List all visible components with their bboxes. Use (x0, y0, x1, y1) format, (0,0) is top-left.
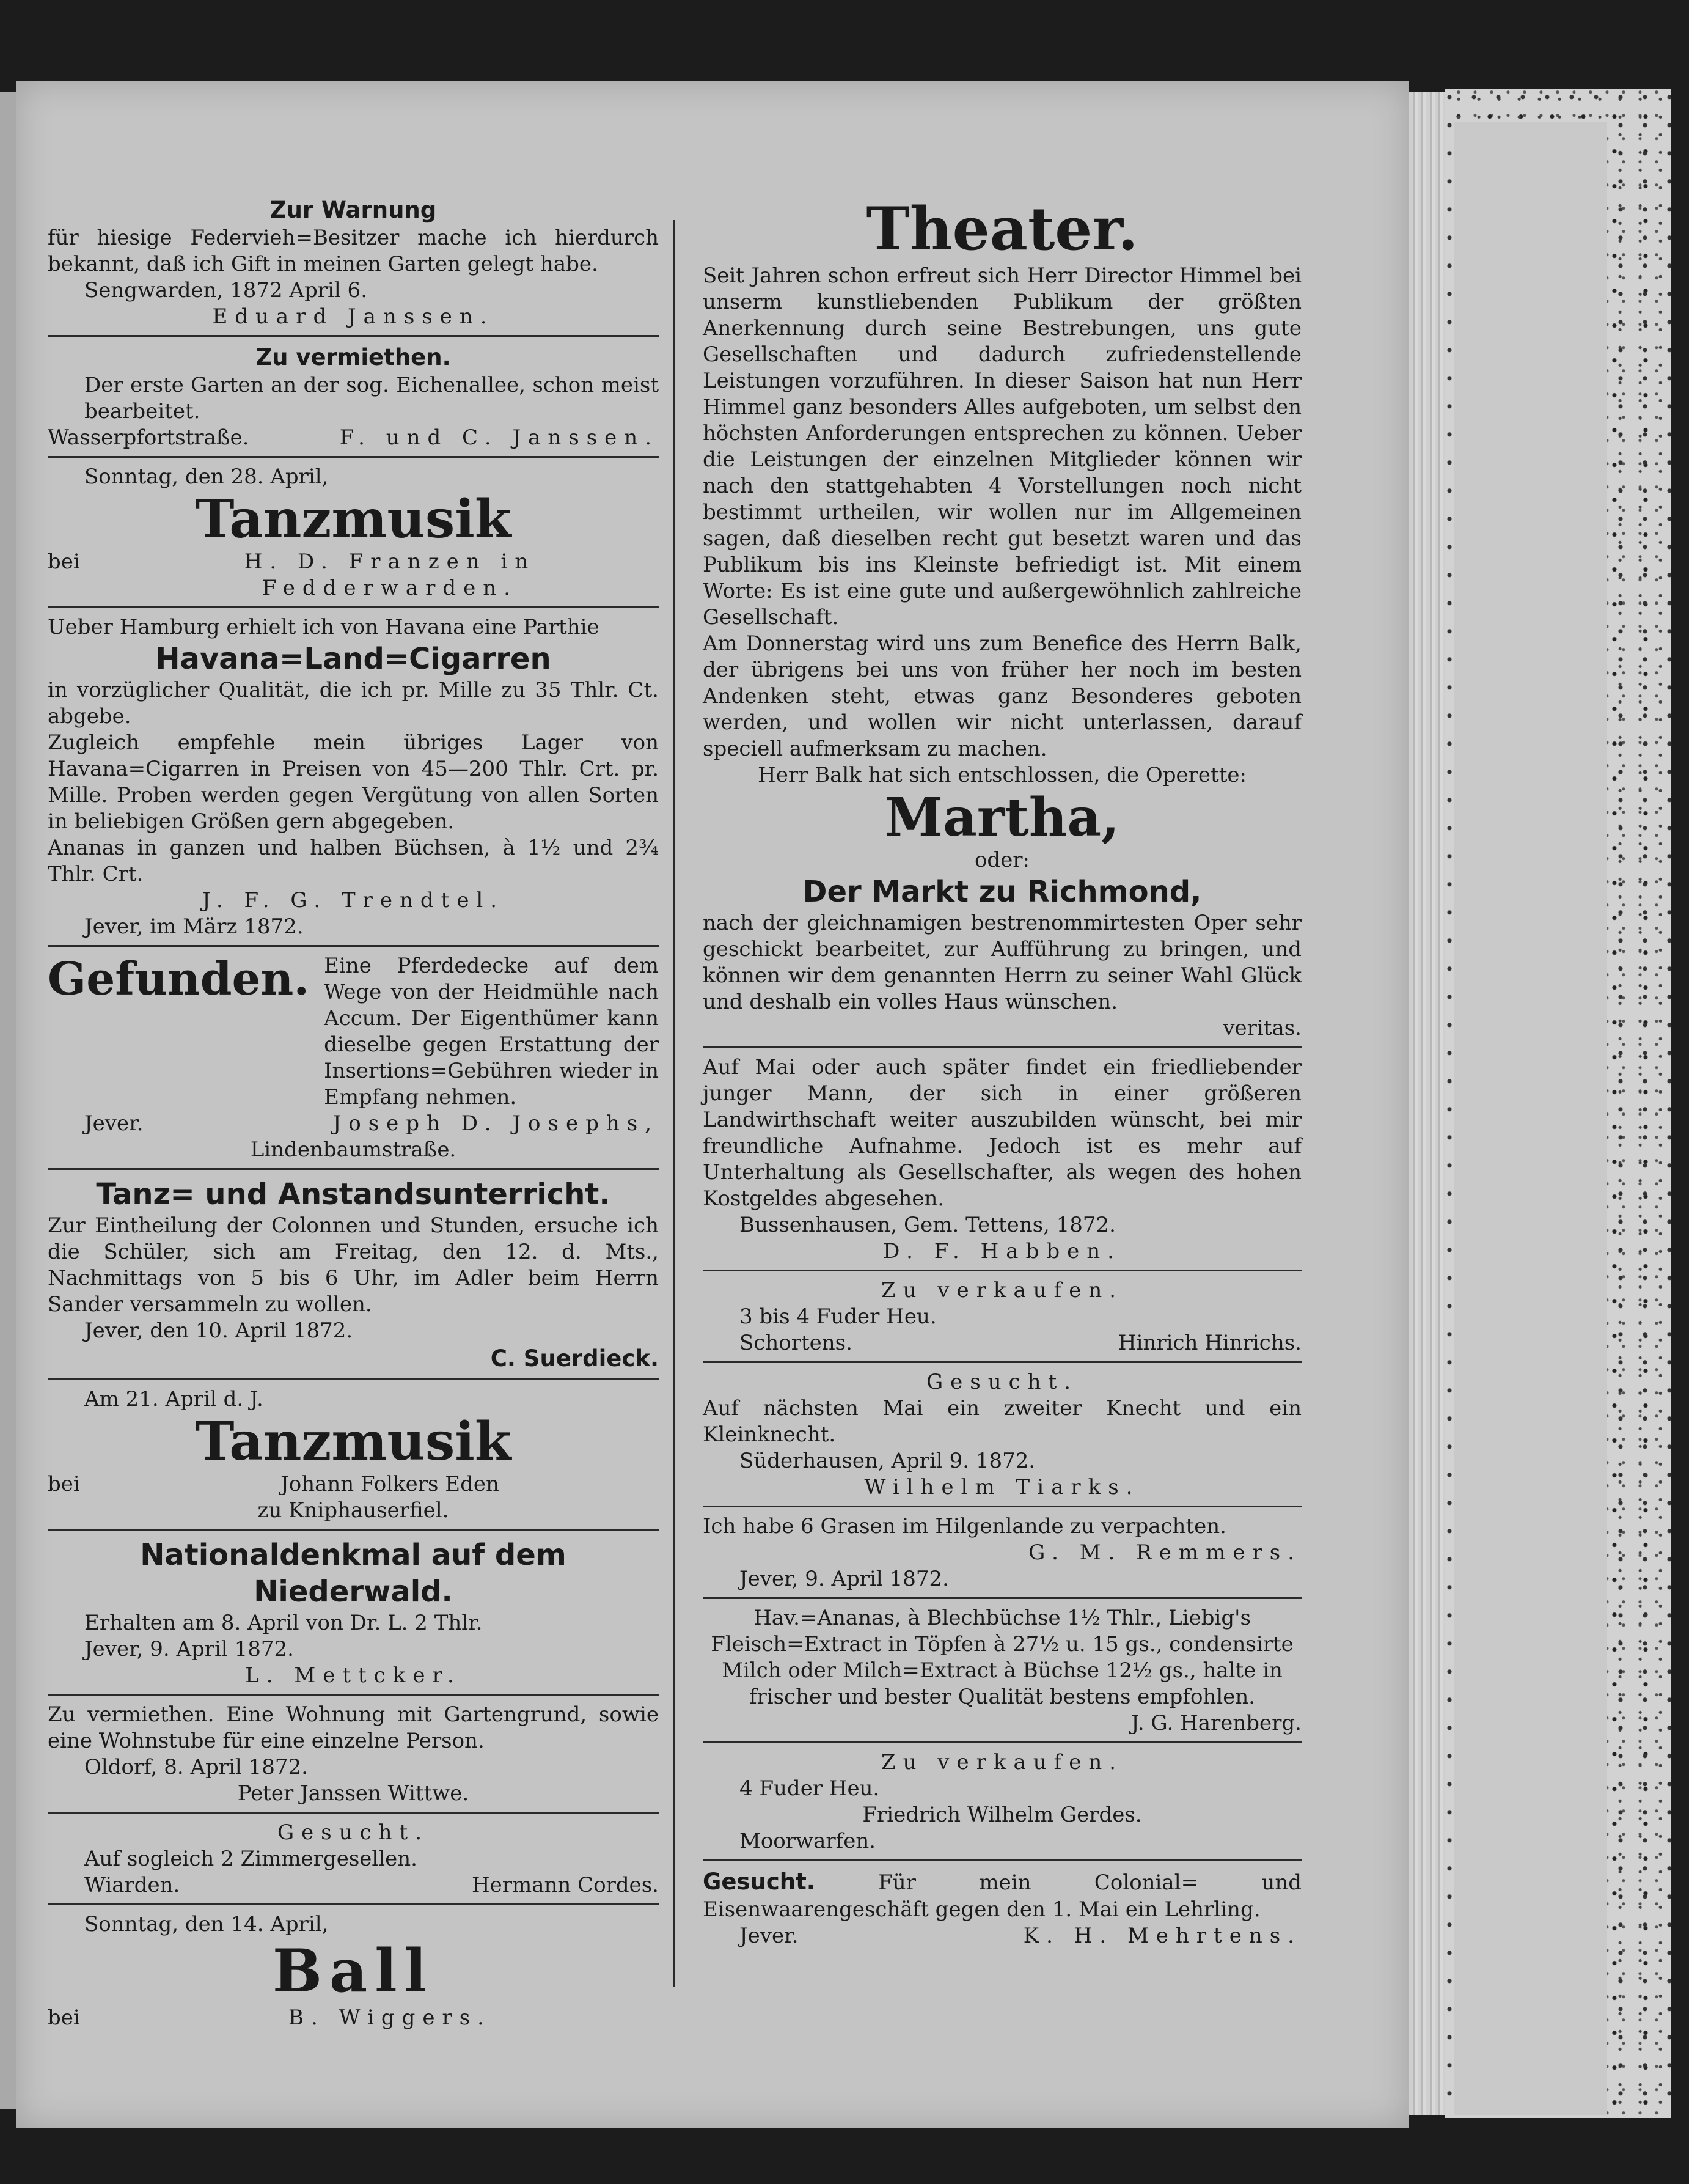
ad-signature: F. und C. Janssen. (339, 425, 659, 450)
ad-place: Moorwarfen. (739, 1829, 876, 1853)
ad-body: Zugleich empfehle mein übriges Lager von Havana=Cigarren in Preisen von 45—200 Thlr. Crt. pr. Mille. Proben werden gegen Vergütung von allen Sorten in beliebigen Größen gern abgegeben. (48, 730, 659, 834)
ad-nationaldenkmal (48, 1537, 659, 1689)
ad-body: Auf Mai oder auch später findet ein friedliebender junger Mann, der sich in einer größeren Landwirthschaft weiter auszubilden wünscht, bei mir freundliche Aufnahme. Jedoch ist es mehr auf Unterhaltung als Gesellschafter, als wegen des hohen Kostgeldes abgesehen. (703, 1055, 1302, 1211)
ad-title: Tanz= und Anstandsunterricht. (96, 1177, 610, 1211)
ad-signature: Wilhelm Tiarks. (864, 1475, 1140, 1499)
divider (48, 945, 659, 947)
ad-signature: G. M. Remmers. (1028, 1540, 1302, 1565)
ad-title: Gefunden. (48, 953, 310, 1006)
ad-host: B. Wiggers. (288, 2006, 491, 2030)
divider (48, 1694, 659, 1696)
ad-date: Am 21. April d. J. (84, 1387, 263, 1411)
ad-date: Sonntag, den 14. April, (84, 1912, 329, 1936)
ad-place-date: Jever, 9. April 1872. (739, 1567, 949, 1591)
ad-signature: Hinrich Hinrichs. (1118, 1331, 1302, 1355)
ad-verkaufen-heu-1 (703, 1278, 1302, 1356)
ad-host: Johann Folkers Eden (280, 1472, 499, 1496)
ad-place: Wasserpfortstraße. (48, 425, 249, 450)
ad-body: in vorzüglicher Qualität, die ich pr. Mille zu 35 Thlr. Ct. abgebe. (48, 678, 659, 729)
ad-warnung (48, 196, 659, 330)
divider (48, 1812, 659, 1814)
previous-page-edge (0, 92, 16, 2109)
ad-signature: Eduard Janssen. (212, 304, 494, 329)
divider (703, 1741, 1302, 1743)
ad-body: Zu vermiethen. Eine Wohnung mit Gartengrund, sowie eine Wohnstube für eine einzelne Person. (48, 1702, 659, 1753)
ad-place: Jever. (84, 1111, 144, 1136)
ad-place-date: Sengwarden, 1872 April 6. (84, 278, 368, 303)
article-theater (703, 196, 1302, 1042)
article-paragraph: Seit Jahren schon erfreut sich Herr Director Himmel bei unserm kunstliebenden Publikum der größten Anerkennung durch seine Bestrebungen, uns gute Gesellschaften und dadurch zufriedenstellende Leistungen vorzuführen. In dieser Saison hat nun Herr Himmel ganz besonders Alles aufgeboten, um selbst den höchsten Anforderungen entsprechen zu können. Ueber die Leistungen der einzelnen Mitglieder können wir nach den stattgehabten 4 Vorstellungen noch nicht bestimmt urtheilen, wir wollen nur im Allgemeinen sagen, daß dieselben recht gut besetzt waren und das Publikum bis ins Kleinste befriedigt ist. Mit einem Worte: Es ist eine gute und außergewöhnlich zahlreiche Gesellschaft. (703, 263, 1302, 630)
divider (703, 1506, 1302, 1507)
opera-oder: oder: (974, 848, 1030, 872)
ad-title: Ball (272, 1936, 434, 2006)
ad-signature: L. Mettcker. (245, 1663, 461, 1688)
ad-place-date: Süderhausen, April 9. 1872. (739, 1449, 1036, 1473)
book-cover-board (1454, 122, 1607, 2115)
ad-gefunden (48, 953, 659, 1163)
ad-signature: K. H. Mehrtens. (1023, 1924, 1302, 1948)
ad-place: Jever. (739, 1924, 799, 1948)
ad-body: für hiesige Federvieh=Besitzer mache ich hierdurch bekannt, daß ich Gift in meinen Garten gelegt habe. (48, 226, 659, 276)
divider (48, 1529, 659, 1531)
ad-title: Nationaldenkmal auf dem Niederwald. (140, 1538, 566, 1609)
left-column (48, 196, 659, 2031)
ad-title: Gesucht. (926, 1370, 1079, 1394)
ad-ananas-extract (703, 1605, 1302, 1737)
divider (703, 1597, 1302, 1599)
column-divider (673, 220, 675, 1987)
ad-vermiethen-wohnung (48, 1702, 659, 1807)
ad-signature: Hermann Cordes. (471, 1873, 659, 1897)
ad-title: Gesucht. (277, 1820, 430, 1845)
ad-bei: bei (48, 2006, 80, 2030)
ad-title: Gesucht. (703, 1869, 815, 1895)
ad-signature: Joseph D. Josephs, (332, 1111, 659, 1136)
article-signature: veritas. (1223, 1016, 1302, 1040)
article-paragraph: Herr Balk hat sich entschlossen, die Operette: (758, 763, 1247, 787)
ad-signature: J. G. Harenberg. (1130, 1711, 1302, 1735)
divider (48, 335, 659, 337)
opera-title: Martha, (884, 787, 1120, 848)
ad-host: H. D. Franzen in Fedderwarden. (244, 550, 536, 600)
divider (703, 1859, 1302, 1861)
divider (703, 1361, 1302, 1363)
ad-title: Zu vermiethen. (255, 344, 451, 370)
ad-ball (48, 1911, 659, 2031)
article-title: Theater. (866, 194, 1138, 263)
ad-signature: C. Suerdieck. (490, 1345, 659, 1372)
ad-bei: bei (48, 550, 80, 574)
divider (48, 456, 659, 458)
ad-title: Zu verkaufen. (881, 1750, 1124, 1774)
ad-signature: J. F. G. Trendtel. (202, 888, 505, 913)
divider (48, 606, 659, 608)
ad-tanzmusik-eden (48, 1386, 659, 1524)
ad-body: Zur Eintheilung der Colonnen und Stunden, ersuche ich die Schüler, sich am Freitag, den 12. d. Mts., Nachmittags von 5 bis 6 Uhr, im Adler beim Herrn Sander versammeln zu wollen. (48, 1213, 659, 1317)
ad-title: Tanzmusik (195, 1411, 511, 1473)
ad-body: Ich habe 6 Grasen im Hilgenlande zu verpachten. (703, 1514, 1226, 1539)
ad-body: Auf sogleich 2 Zimmergesellen. (84, 1847, 417, 1871)
ad-body: Auf nächsten Mai ein zweiter Knecht und ein Kleinknecht. (703, 1396, 1302, 1447)
ad-signature: Friedrich Wilhelm Gerdes. (862, 1803, 1142, 1827)
ad-grasen (703, 1513, 1302, 1592)
ad-title: Havana=Land=Cigarren (155, 642, 551, 676)
ad-title: Tanzmusik (195, 488, 511, 550)
ad-street: Lindenbaumstraße. (250, 1138, 456, 1162)
ad-place-date: Bussenhausen, Gem. Tettens, 1872. (739, 1213, 1116, 1237)
divider (703, 1270, 1302, 1271)
ad-body: Hav.=Ananas, à Blechbüchse 1½ Thlr., Liebig's Fleisch=Extract in Töpfen à 27½ u. 15 gs., condensirte Milch oder Milch=Extract à Büchse 12½ gs., halte in frischer und bester Qualität bestens empfohlen. (711, 1606, 1294, 1709)
ad-title: Zu verkaufen. (881, 1278, 1124, 1303)
ad-place: Schortens. (739, 1331, 852, 1355)
divider (48, 1168, 659, 1170)
page-block-edge (1409, 92, 1445, 2115)
ad-body: 4 Fuder Heu. (739, 1776, 880, 1801)
article-paragraph: nach der gleichnamigen bestrenommirtesten Oper sehr geschickt bearbeitet, zur Aufführung zu bringen, und können wir dem genannten Herrn zu seiner Wahl Glück und deshalb ein volles Haus wünschen. (703, 911, 1302, 1014)
right-column (703, 196, 1302, 1949)
ad-place: Wiarden. (84, 1873, 180, 1897)
ad-body: 3 bis 4 Fuder Heu. (739, 1304, 937, 1329)
ad-signature: D. F. Habben. (883, 1239, 1121, 1263)
opera-subtitle: Der Markt zu Richmond, (802, 875, 1202, 909)
ad-body: Der erste Garten an der sog. Eichenallee, schon meist bearbeitet. (84, 373, 659, 424)
ad-body: Eine Pferdedecke auf dem Wege von der Heidmühle nach Accum. Der Eigenthümer kann dieselbe gegen Erstattung der Insertions=Gebühren wieder in Empfang nehmen. (324, 954, 659, 1109)
ad-place-date: Jever, den 10. April 1872. (84, 1318, 353, 1343)
ad-host-place: zu Kniphauserfiel. (257, 1498, 449, 1523)
ad-gesucht-knecht (703, 1369, 1302, 1501)
ad-tanzunterricht (48, 1176, 659, 1373)
ad-havana (48, 614, 659, 940)
ad-signature: Peter Janssen Wittwe. (237, 1781, 469, 1806)
ad-body: Erhalten am 8. April von Dr. L. 2 Thlr. (84, 1611, 483, 1635)
ad-gesucht-zimmergesellen (48, 1820, 659, 1899)
ad-body: Für mein Colonial= und Eisenwaarengeschäft gegen den 1. Mai ein Lehrling. (703, 1870, 1302, 1922)
divider (48, 1903, 659, 1905)
ad-vermiethen-garten (48, 343, 659, 451)
ad-verkaufen-heu-2 (703, 1749, 1302, 1855)
ad-place-date: Jever, im März 1872. (84, 914, 304, 939)
ad-tanzmusik-franzen (48, 464, 659, 601)
ad-place-date: Jever, 9. April 1872. (84, 1637, 294, 1661)
divider (48, 1378, 659, 1380)
ad-body: Ananas in ganzen und halben Büchsen, à 1½ und 2¾ Thlr. Crt. (48, 836, 659, 886)
divider (703, 1046, 1302, 1048)
ad-place-date: Oldorf, 8. April 1872. (84, 1755, 308, 1779)
ad-intro: Ueber Hamburg erhielt ich von Havana eine Parthie (48, 615, 599, 639)
ad-bei: bei (48, 1472, 80, 1496)
ad-title: Zur Warnung (269, 197, 437, 223)
article-paragraph: Am Donnerstag wird uns zum Benefice des Herrn Balk, der übrigens bei uns von früher her noch im besten Andenken steht, etwas ganz Besonderes geboten werden, und wollen wir nicht unterlassen, darauf speciell aufmerksam zu machen. (703, 631, 1302, 761)
ad-date: Sonntag, den 28. April, (84, 465, 329, 489)
ad-lehrling (703, 1867, 1302, 1949)
ad-landwirthschaft (703, 1054, 1302, 1265)
